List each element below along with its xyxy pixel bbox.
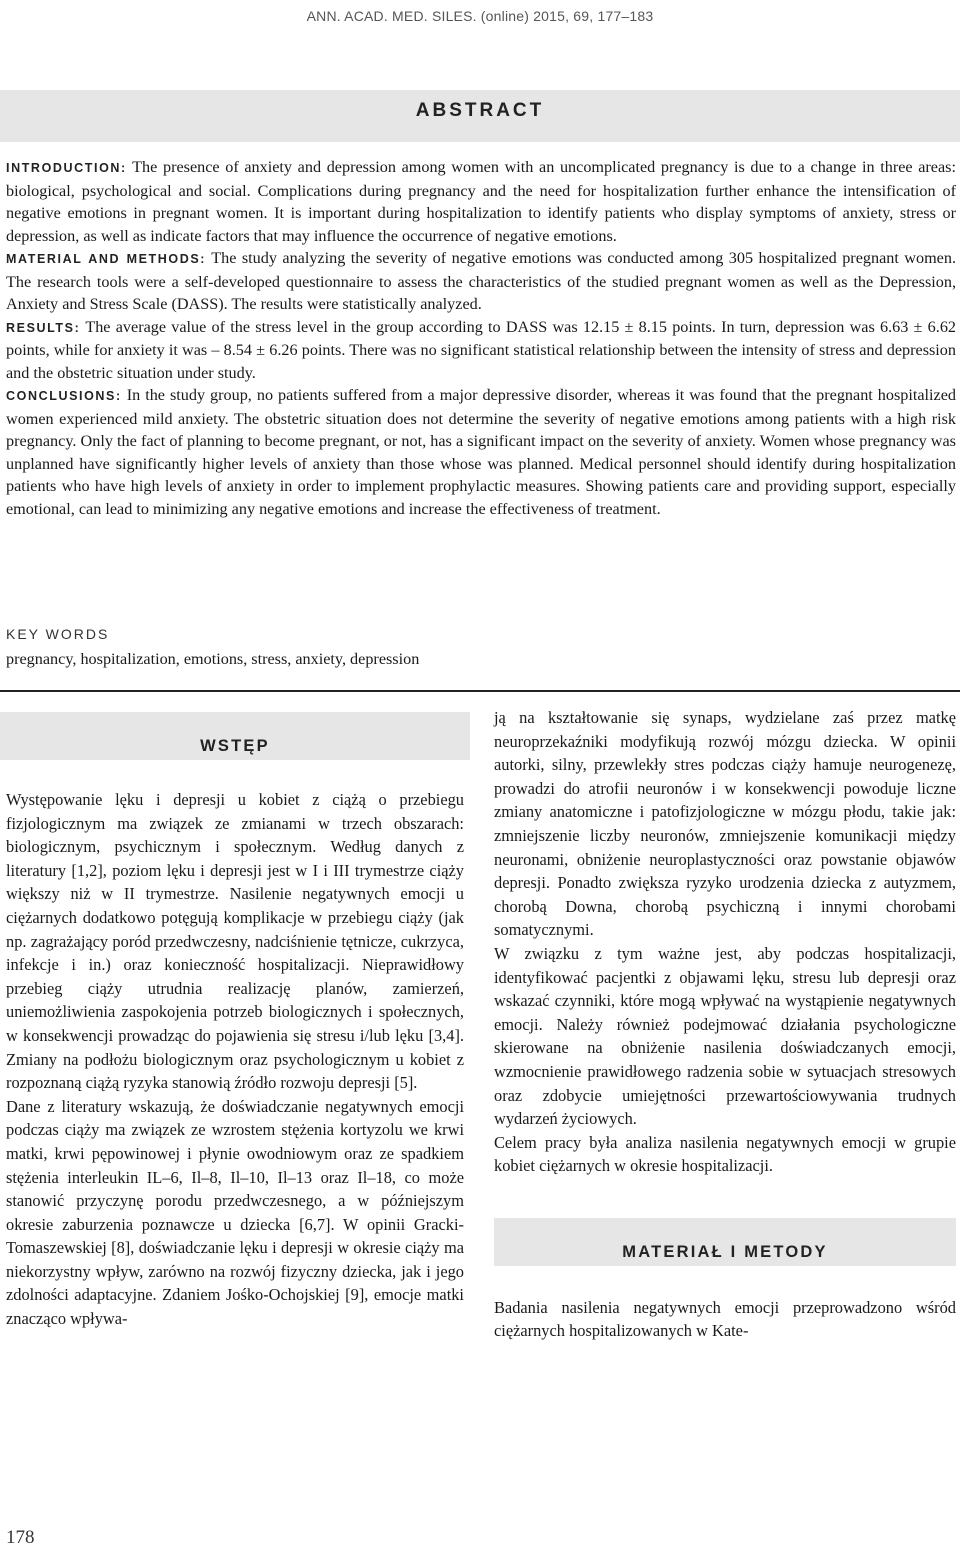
abstract-body: [6, 156, 956, 520]
section-heading-band: [0, 712, 470, 760]
abstract-introduction: [6, 156, 956, 247]
conclusions-label: CONCLUSIONS:: [6, 389, 122, 403]
left-column: [0, 706, 470, 1331]
paragraph: ją na kształtowanie się synaps, wydzielane zaś przez matkę neuroprzekaźniki modyfikują rozwój mózgu dziecka. W opinii autorki, silny, przewlekły stres podczas ciąży hamuje neurogenezę, prowadzi do atrofii neuronów i w konsekwencji powoduje liczne zmiany anatomiczne i patofizjologiczne w mózgu płodu, takie jak: zmniejszenie liczby neuronów, zmniejszenie komunikacji między neuronami, obniżenie neuroplastyczności oraz powstanie objawów depresji. Ponadto zwiększa ryzyko urodzenia dziecka z autyzmem, chorobą Downa, chorobą psychiczną i innymi chorobami somatycznymi.: [494, 708, 956, 940]
results-text: The average value of the stress level in the group according to DASS was 12.15 ± 8.15 points. In turn, depression was 6.63 ± 6.62 points, while for anxiety it was – 8.54 ± 6.26 points. There was no significant statistical relationship between the intensity of stress and depression and the obstetric situation under study.: [6, 317, 957, 382]
page-number: 178: [6, 1527, 35, 1548]
abstract-methods: [6, 247, 956, 316]
abstract-conclusions: [6, 384, 956, 520]
paragraph: Dane z literatury wskazują, że doświadczanie negatywnych emocji podczas ciąży ma związek ze wzrostem stężenia kortyzolu we krwi matki, krwi pępowinowej i płynie owodniowym oraz ze spadkiem stężenia interleukin IL–6, Il–8, Il–10, Il–13 oraz Il–18, co może stanowić przyczynę porodu przedwczesnego, a w późniejszym okresie zaburzenia poznawcze u dziecka [6,7]. W opinii Gracki-Tomaszewskiej [8], doświadczanie lęku i depresji w okresie ciąży ma niekorzystny wpływ, zarówno na rozwój fizyczny dziecka, jak i jego zdolności adaptacyjne. Zdaniem Jośko-Ochojskiej [9], emocje matki znacząco wpływa-: [6, 1096, 464, 1329]
section-divider: [0, 690, 960, 692]
paragraph: Celem pracy była analiza nasilenia negatywnych emocji w grupie kobiet ciężarnych w okresie hospitalizacji.: [494, 1132, 956, 1176]
journal-citation: ANN. ACAD. MED. SILES. (online) 2015, 69, 177–183: [306, 8, 654, 24]
left-column-text: [0, 788, 470, 1331]
section-title-wstep: WSTĘP: [200, 737, 270, 755]
keywords-text: pregnancy, hospitalization, emotions, stress, anxiety, depression: [6, 650, 420, 668]
conclusions-text: In the study group, no patients suffered from a major depressive disorder, whereas it was found that the pregnant hospitalized women experienced mild anxiety. The obstetric situation does not determine the severity of negative emotions among patients with a high risk pregnancy. Only the fact of planning to become pregnant, or not, has a significant impact on the severity of anxiety. Women whose pregnancy was unplanned have significantly higher levels of anxiety than those whose was planned. Medical personnel should identify during hospitalization patients who have high levels of anxiety in order to implement prophylactic measures. Showing patients care and providing support, especially emotional, can lead to minimizing any negative emotions and increase the effectiveness of treatment.: [6, 386, 957, 518]
paragraph: Występowanie lęku i depresji u kobiet z ciążą o przebiegu fizjologicznym ma związek ze zmianami w trzech obszarach: biologicznym, psychicznym i społecznym. Według danych z literatury [1,2], poziom lęku i depresji jest w I i III trymestrze ciąży większy niż w II trymestrze. Nasilenie negatywnych emocji u ciężarnych dodatkowo potęgują komplikacje w przebiegu ciąży (jak np. zagrażający poród przedwczesny, nadciśnienie tętnicze, cukrzyca, infekcje i in.) oraz konieczność hospitalizacji. Nieprawidłowy przebieg ciąży utrudnia realizację planów, zamierzeń, uniemożliwienia zaspokojenia potrzeb biologicznych i społecznych, w konsekwencji prowadząc do pojawienia się stresu i/lub lęku [3,4]. Zmiany na podłożu biologicznym oraz psychologicznym u kobiet z rozpoznaną ciążą ryzyka stanowią źródło rozwoju depresji [5].: [6, 790, 464, 1093]
right-column: [494, 706, 956, 1343]
section-heading-band: [494, 1218, 956, 1266]
abstract-title: ABSTRACT: [415, 100, 545, 121]
materials-methods-text: [494, 1296, 956, 1343]
abstract-results: [6, 316, 956, 385]
introduction-text: The presence of anxiety and depression among women with an uncomplicated pregnancy is due to a change in three areas: biological, psychological and social. Complications during pregnancy and the need for hospitalization further enhance the intensification of negative emotions in pregnant women. It is important during hospitalization to identify patients who display symptoms of anxiety, stress or depression, as well as indicate factors that may influence the occurrence of negative emotions.: [6, 158, 956, 245]
methods-label: MATERIAL AND METHODS:: [6, 252, 207, 266]
introduction-label: INTRODUCTION:: [6, 161, 127, 175]
results-label: RESULTS:: [6, 320, 81, 335]
paragraph: Badania nasilenia negatywnych emocji przeprowadzono wśród ciężarnych hospitalizowanych w Kate-: [494, 1297, 956, 1341]
section-title-materials-methods: MATERIAŁ I METODY: [622, 1242, 828, 1261]
methods-text: The study analyzing the severity of negative emotions was conducted among 305 hospitalized pregnant women. The research tools were a self-developed questionnaire to assess the characteristics of the studied pregnant women as well as the Depression, Anxiety and Stress Scale (DASS). The results were statistically analyzed.: [6, 249, 956, 313]
paragraph: W związku z tym ważne jest, aby podczas hospitalizacji, identyfikować pacjentki z objawami lęku, stresu lub depresji oraz wskazać czynniki, które mogą wpływać na wystąpienie negatywnych emocji. Należy również podejmować działania psychologiczne skierowane na obniżenie nasilenia doświadczanych emocji, wzmocnienie prawidłowego radzenia sobie w sytuacjach stresowych oraz zdobycie umiejętności przewartościowywania trudnych wydarzeń życiowych.: [494, 943, 956, 1129]
keywords-title: KEY WORDS: [6, 626, 110, 642]
right-column-text: [494, 706, 956, 1178]
